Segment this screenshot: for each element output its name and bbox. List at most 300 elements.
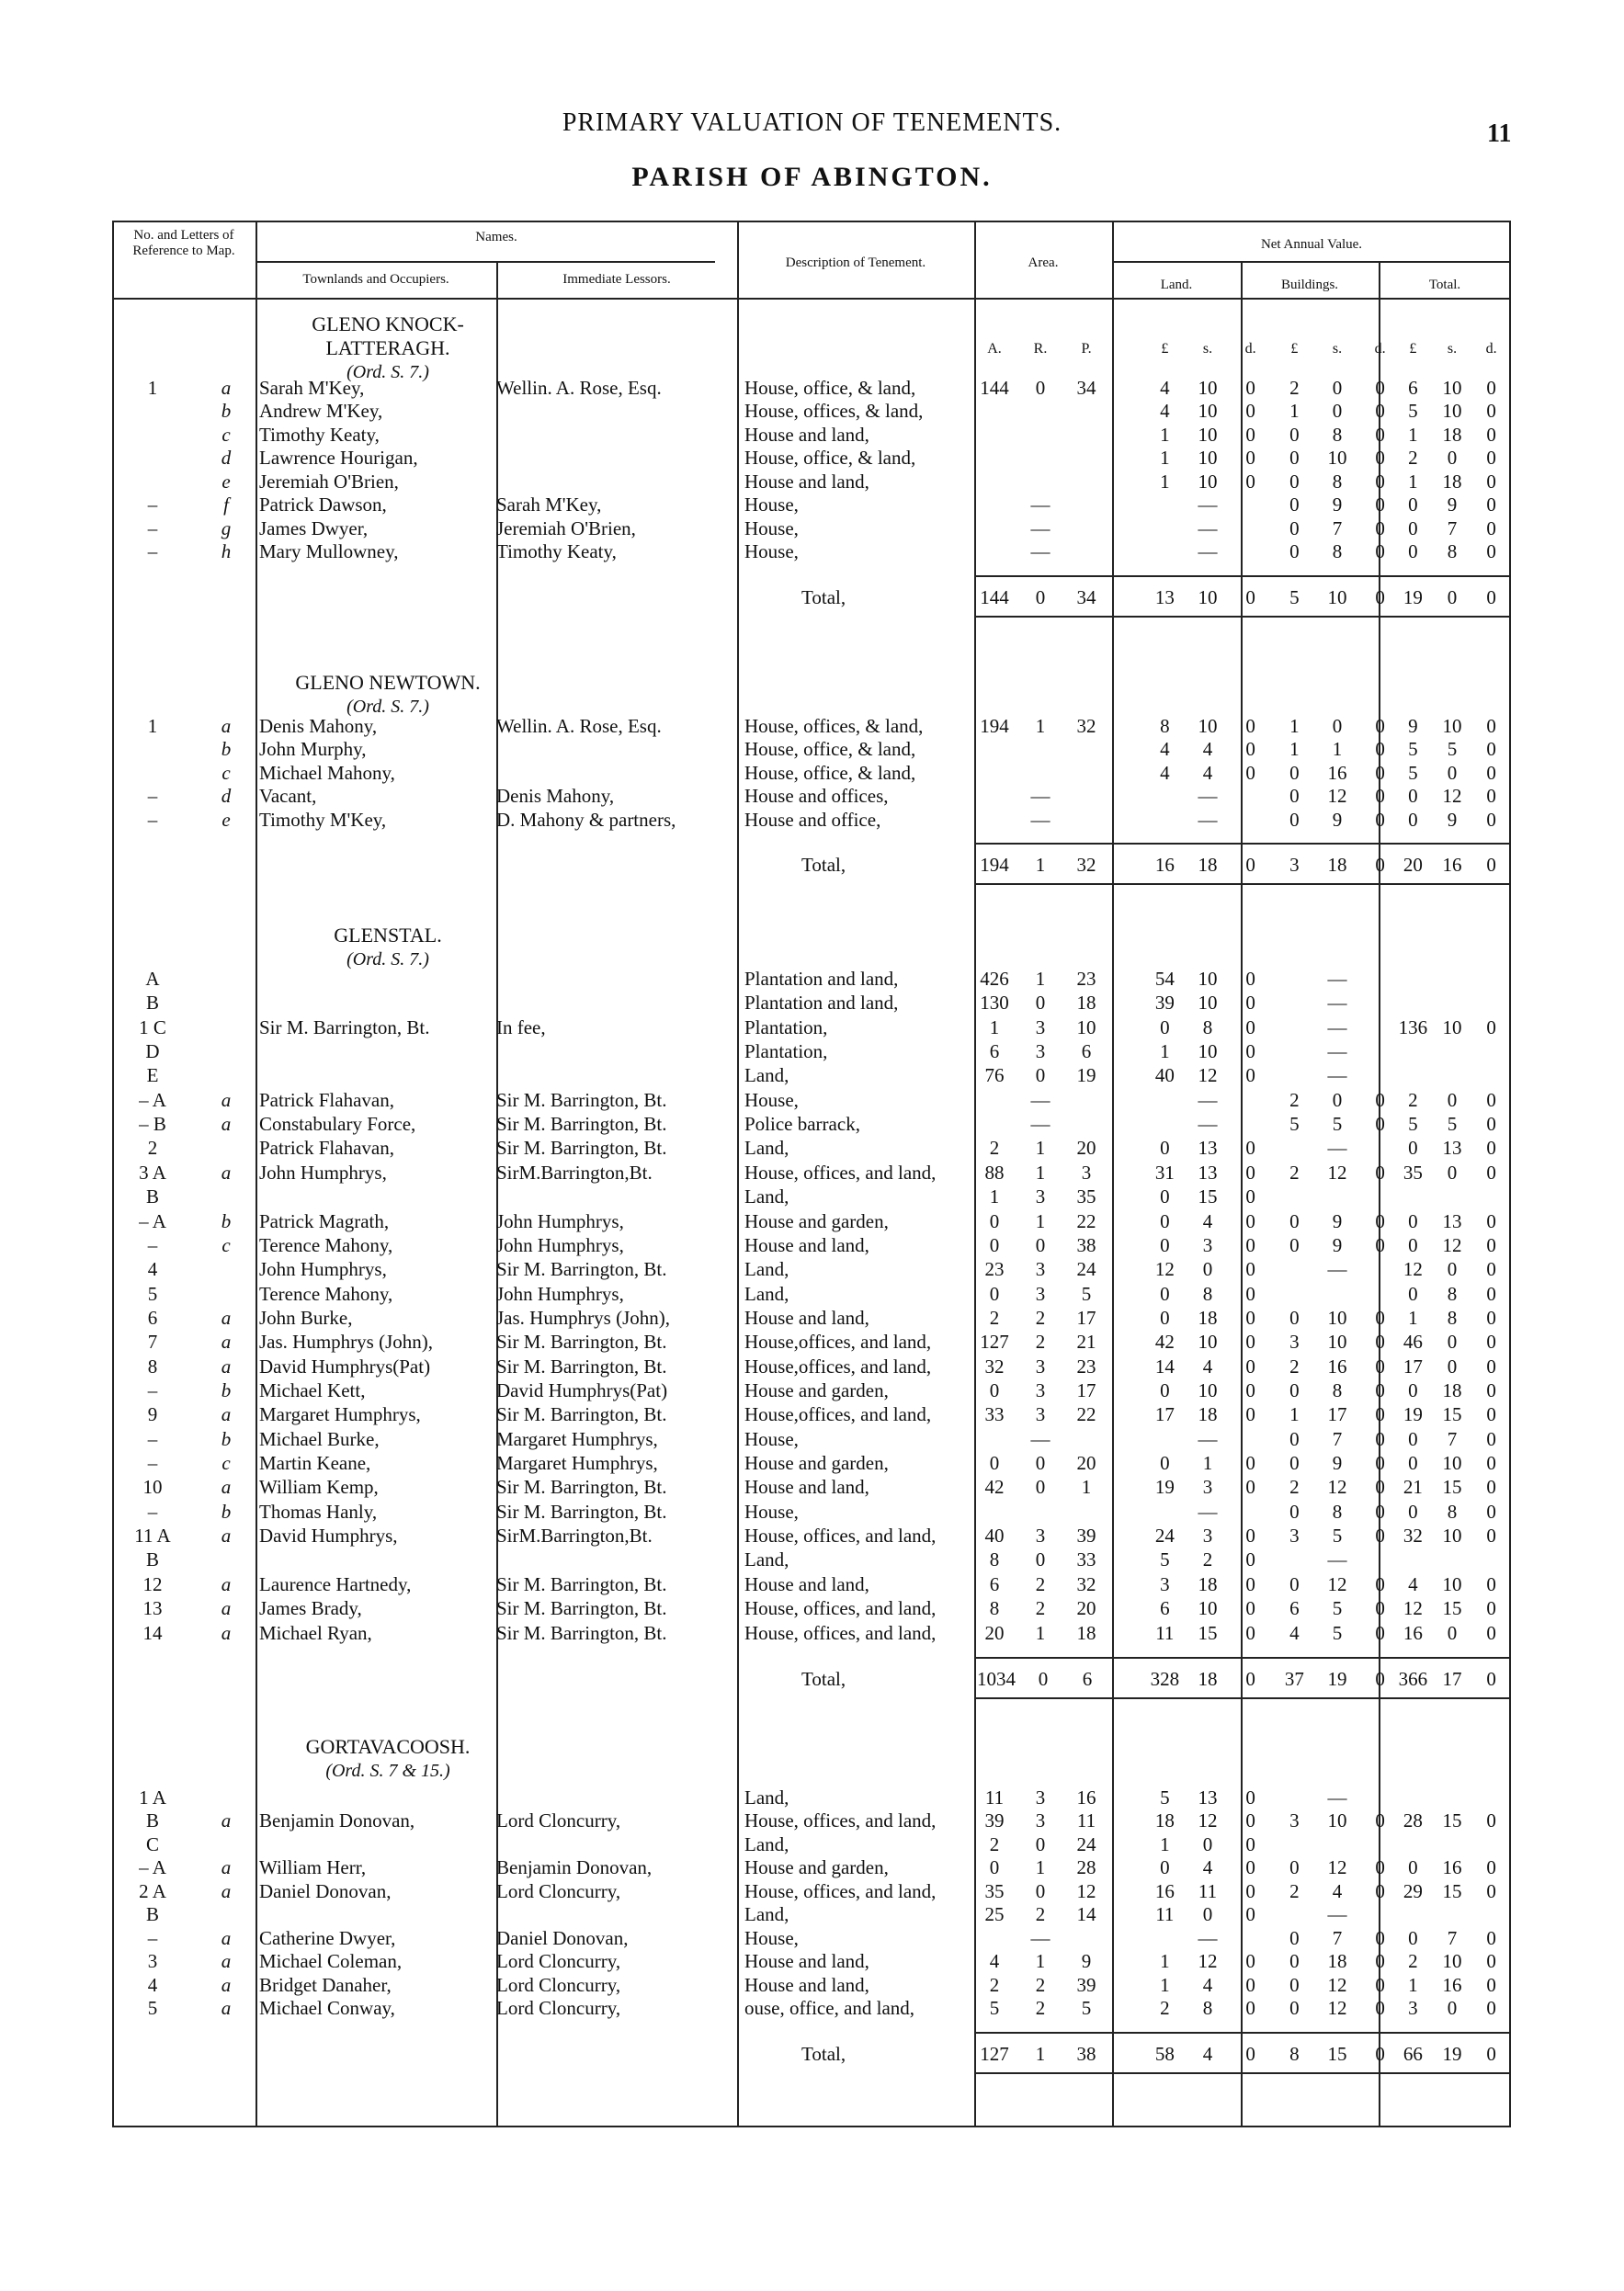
row-land-value-part: 4 xyxy=(1202,1355,1213,1378)
row-letter: a xyxy=(221,1306,232,1329)
row-lessor: Sir M. Barrington, Bt. xyxy=(496,1113,667,1136)
row-total-value-part: 4 xyxy=(1408,1572,1418,1595)
table-row xyxy=(112,785,1511,807)
header-ref: No. and Letters of Reference to Map. xyxy=(132,228,235,258)
row-total-value-part: 0 xyxy=(1486,1809,1496,1832)
row-buildings-value xyxy=(1273,1927,1402,1949)
row-buildings-value-part: 0 xyxy=(1375,808,1385,831)
row-occupier: Michael Kett, xyxy=(259,1378,366,1401)
row-ref: A xyxy=(145,968,160,990)
row-total-value xyxy=(1393,471,1511,493)
area-part: 0 xyxy=(1035,585,1046,608)
row-occupier: Patrick Flahavan, xyxy=(259,1137,394,1160)
table-row xyxy=(112,738,1511,760)
row-total-value xyxy=(1393,1379,1511,1401)
row-area xyxy=(971,1927,1109,1949)
row-area xyxy=(971,1210,1109,1232)
row-occupier: Michael Coleman, xyxy=(259,1950,403,1973)
row-ref: B xyxy=(145,1185,159,1208)
row-land-value-part: 0 xyxy=(1245,1282,1255,1305)
row-total-value-part: 0 xyxy=(1486,470,1496,493)
row-land-value xyxy=(1143,471,1272,493)
row-description: House, xyxy=(744,540,799,563)
row-buildings-value-part: 1 xyxy=(1289,738,1300,761)
unit-label: £ xyxy=(1161,341,1169,357)
row-total-value-part: 0 xyxy=(1486,1258,1496,1281)
area-value: — xyxy=(1030,808,1050,831)
table-row xyxy=(112,1476,1511,1498)
row-total-value xyxy=(1393,1234,1511,1256)
table-row xyxy=(112,1403,1511,1425)
row-buildings-value-part: 0 xyxy=(1289,1500,1300,1523)
row-land-value-part: 4 xyxy=(1202,1856,1213,1879)
row-total-value-part: 0 xyxy=(1408,1427,1418,1450)
area-value: — xyxy=(1030,1088,1050,1111)
table-row xyxy=(112,1548,1511,1571)
row-description: Plantation and land, xyxy=(744,992,899,1015)
row-area xyxy=(971,1476,1109,1498)
section-rule xyxy=(974,2072,1511,2074)
row-total-value xyxy=(1393,1307,1511,1329)
row-occupier: Michael Conway, xyxy=(259,1997,395,2020)
total-total-part: 0 xyxy=(1486,854,1496,877)
row-ref: D xyxy=(145,1040,160,1063)
table-row xyxy=(112,1809,1511,1832)
row-land-value-part: 31 xyxy=(1154,1161,1175,1184)
row-buildings-value-part: 0 xyxy=(1375,1331,1385,1354)
header-total: Total. xyxy=(1428,278,1461,292)
header-nav: Net Annual Value. xyxy=(1260,237,1363,252)
row-land-value xyxy=(1143,1597,1272,1619)
row-occupier: Benjamin Donovan, xyxy=(259,1809,415,1832)
row-description: House, offices, and land, xyxy=(744,1809,937,1832)
area-part: 3 xyxy=(1035,1809,1046,1832)
row-land-value-part: 0 xyxy=(1245,1378,1255,1401)
header-names: Names. xyxy=(475,230,517,244)
row-land-value-part: 0 xyxy=(1245,1209,1255,1232)
area-part: 3 xyxy=(1035,1040,1046,1063)
row-land-value-part: 8 xyxy=(1202,1282,1213,1305)
area-part: 32 xyxy=(1076,1572,1096,1595)
total-label: Total, xyxy=(801,1667,846,1690)
table-row xyxy=(112,1016,1511,1038)
row-land-value xyxy=(1143,1283,1272,1305)
row-buildings-value-part: 0 xyxy=(1289,1926,1300,1949)
total-area xyxy=(971,854,1109,876)
area-part: 0 xyxy=(989,1378,1000,1401)
row-description: House,offices, and land, xyxy=(744,1331,932,1354)
row-land-value-value: — xyxy=(1198,1088,1218,1111)
area-part: 144 xyxy=(980,585,1009,608)
row-buildings-value-part: 0 xyxy=(1375,540,1385,563)
row-land-value xyxy=(1143,1997,1272,2019)
row-buildings-value-part: 8 xyxy=(1332,540,1343,563)
row-total-value-part: 0 xyxy=(1486,400,1496,423)
row-land-value-part: 0 xyxy=(1160,1306,1170,1329)
row-total-value-part: 0 xyxy=(1408,516,1418,539)
row-buildings-value-part: 1 xyxy=(1289,715,1300,737)
row-total-value-part: 0 xyxy=(1486,1476,1496,1499)
row-land-value-part: 1 xyxy=(1160,1040,1170,1063)
area-part: 33 xyxy=(984,1403,1005,1426)
row-total-value xyxy=(1393,400,1511,422)
row-total-value-part: 0 xyxy=(1486,1427,1496,1450)
table-row xyxy=(112,400,1511,422)
row-buildings-value-part: 0 xyxy=(1375,715,1385,737)
row-land-value-part: 0 xyxy=(1245,1258,1255,1281)
row-total-value-part: 0 xyxy=(1486,1973,1496,1996)
row-total-value-part: 0 xyxy=(1447,1161,1458,1184)
row-total-value-part: 46 xyxy=(1403,1331,1423,1354)
row-occupier: Lawrence Hourigan, xyxy=(259,447,418,470)
row-letter: a xyxy=(221,1403,232,1426)
row-buildings-value-part: 0 xyxy=(1375,1233,1385,1256)
row-buildings-value-part: 2 xyxy=(1289,1161,1300,1184)
unit-label: A. xyxy=(987,341,1002,357)
row-total-value xyxy=(1393,1113,1511,1135)
row-description: Land, xyxy=(744,1064,789,1087)
row-total-value xyxy=(1393,1089,1511,1111)
total-total-part: 16 xyxy=(1442,854,1462,877)
area-part: 0 xyxy=(989,1856,1000,1879)
row-ref: C xyxy=(145,1832,159,1855)
row-buildings-value-value: — xyxy=(1327,1258,1347,1281)
units-row xyxy=(112,338,1511,360)
row-ref: E xyxy=(146,1064,159,1087)
table-row xyxy=(112,762,1511,784)
row-total-value xyxy=(1393,1927,1511,1949)
row-buildings-value-part: 1 xyxy=(1332,738,1343,761)
row-ref: 14 xyxy=(142,1621,163,1644)
total-land-part: 0 xyxy=(1245,585,1255,608)
total-total-part: 0 xyxy=(1447,585,1458,608)
area-part: 34 xyxy=(1076,377,1096,399)
unit-label: d. xyxy=(1485,341,1497,357)
row-land-value-value: — xyxy=(1198,1113,1218,1136)
total-row xyxy=(112,2043,1511,2065)
area-part: 39 xyxy=(984,1809,1005,1832)
table-row xyxy=(112,1501,1511,1523)
row-land-value-part: 2 xyxy=(1160,1997,1170,2020)
area-units xyxy=(971,338,1109,360)
row-land-value-value: — xyxy=(1198,1500,1218,1523)
row-buildings-value-part: 9 xyxy=(1332,493,1343,516)
table-row xyxy=(112,447,1511,469)
area-part: 1 xyxy=(1035,715,1046,737)
area-part: 5 xyxy=(1081,1282,1092,1305)
row-buildings-value-part: 12 xyxy=(1327,1856,1347,1879)
row-occupier: Jas. Humphrys (John), xyxy=(259,1331,433,1354)
area-part: 3 xyxy=(1035,1403,1046,1426)
row-area xyxy=(971,1833,1109,1855)
total-total-part: 19 xyxy=(1442,2042,1462,2065)
row-lessor: Jeremiah O'Brien, xyxy=(496,516,636,539)
row-occupier: Timothy Keaty, xyxy=(259,423,380,446)
row-ref: – xyxy=(147,1926,158,1949)
row-buildings-value-part: 5 xyxy=(1332,1525,1343,1548)
row-letter: f xyxy=(223,493,229,516)
row-description: House, offices, and land, xyxy=(744,1621,937,1644)
row-total-value-part: 0 xyxy=(1486,1088,1496,1111)
row-land-value-part: 0 xyxy=(1202,1903,1213,1926)
row-buildings-value xyxy=(1273,447,1402,469)
row-total-value xyxy=(1393,1997,1511,2019)
row-occupier: Timothy M'Key, xyxy=(259,808,387,831)
row-buildings-value xyxy=(1273,1162,1402,1184)
table-row xyxy=(112,1234,1511,1256)
row-buildings-value-part: 0 xyxy=(1375,1879,1385,1902)
row-description: House, offices, & land, xyxy=(744,400,924,423)
row-buildings-value xyxy=(1273,1331,1402,1353)
row-letter: b xyxy=(221,1378,232,1401)
row-buildings-value-part: 0 xyxy=(1289,808,1300,831)
row-ref: 12 xyxy=(142,1572,163,1595)
townland-heading xyxy=(250,671,526,719)
row-total-value-part: 3 xyxy=(1408,1997,1418,2020)
row-land-value-part: 4 xyxy=(1202,761,1213,784)
total-rule xyxy=(974,1657,1511,1659)
row-land-value-value: — xyxy=(1198,540,1218,563)
total-buildings xyxy=(1273,2043,1402,2065)
row-total-value-part: 1 xyxy=(1408,1306,1418,1329)
area-part: 3 xyxy=(1035,1185,1046,1208)
row-buildings-value-part: 0 xyxy=(1375,1525,1385,1548)
row-area xyxy=(971,517,1109,539)
row-land-value-value: — xyxy=(1198,1427,1218,1450)
row-area xyxy=(971,1903,1109,1925)
area-part: 20 xyxy=(984,1621,1005,1644)
area-part: 1 xyxy=(1035,2042,1046,2065)
total-total-part: 366 xyxy=(1398,1667,1428,1690)
row-occupier: William Herr, xyxy=(259,1856,367,1879)
row-total-value-part: 0 xyxy=(1486,516,1496,539)
row-buildings-value-part: 0 xyxy=(1375,1621,1385,1644)
row-land-value xyxy=(1143,1856,1272,1878)
area-part: 2 xyxy=(1035,1572,1046,1595)
row-buildings-value xyxy=(1273,1379,1402,1401)
table-row xyxy=(112,1331,1511,1353)
total-land xyxy=(1143,586,1272,608)
table-row xyxy=(112,1162,1511,1184)
row-ref: 1 xyxy=(147,377,158,399)
row-land-value-value: — xyxy=(1198,808,1218,831)
row-occupier: David Humphrys, xyxy=(259,1525,398,1548)
row-buildings-value xyxy=(1273,1573,1402,1595)
townland-ord-sheet: (Ord. S. 7.) xyxy=(346,949,429,970)
townland-heading xyxy=(250,1735,526,1783)
money-units-land xyxy=(1143,338,1272,360)
row-area xyxy=(971,1856,1109,1878)
row-land-value-part: 0 xyxy=(1245,1786,1255,1809)
row-total-value-part: 12 xyxy=(1442,1233,1462,1256)
area-part: 9 xyxy=(1081,1950,1092,1973)
row-buildings-value-part: 0 xyxy=(1332,377,1343,399)
row-description: Land, xyxy=(744,1137,789,1160)
row-ref: 4 xyxy=(147,1258,158,1281)
row-area xyxy=(971,1573,1109,1595)
row-ref: – xyxy=(147,1427,158,1450)
row-buildings-value xyxy=(1273,1597,1402,1619)
row-total-value-part: 0 xyxy=(1447,447,1458,470)
area-part: 0 xyxy=(1035,1832,1046,1855)
row-ref: B xyxy=(145,1548,159,1571)
row-land-value xyxy=(1143,1525,1272,1547)
row-land-value-part: 0 xyxy=(1245,470,1255,493)
row-land-value-part: 0 xyxy=(1245,1233,1255,1256)
area-part: 12 xyxy=(1076,1879,1096,1902)
total-land-part: 10 xyxy=(1198,585,1218,608)
row-description: House, office, & land, xyxy=(744,761,916,784)
row-buildings-value-part: 0 xyxy=(1375,1088,1385,1111)
row-area xyxy=(971,992,1109,1014)
row-buildings-value xyxy=(1273,738,1402,760)
row-letter: b xyxy=(221,1209,232,1232)
row-lessor: John Humphrys, xyxy=(496,1209,624,1232)
row-ref: – xyxy=(147,1378,158,1401)
row-ref: – A xyxy=(139,1856,166,1879)
row-lessor: Timothy Keaty, xyxy=(496,540,617,563)
row-description: Land, xyxy=(744,1786,789,1809)
area-part: 28 xyxy=(1076,1856,1096,1879)
table-row xyxy=(112,1950,1511,1972)
total-area xyxy=(971,1668,1109,1690)
area-part: 23 xyxy=(1076,1355,1096,1378)
row-buildings-value xyxy=(1273,1428,1402,1450)
row-ref: – xyxy=(147,540,158,563)
row-total-value-part: 0 xyxy=(1486,1950,1496,1973)
area-part: 33 xyxy=(1076,1548,1096,1571)
row-land-value-part: 0 xyxy=(1202,1832,1213,1855)
row-total-value xyxy=(1393,1162,1511,1184)
table-row xyxy=(112,1428,1511,1450)
row-description: Plantation and land, xyxy=(744,968,899,990)
row-land-value-part: 10 xyxy=(1198,377,1218,399)
row-land-value-part: 13 xyxy=(1198,1786,1218,1809)
row-total-value-part: 21 xyxy=(1403,1476,1423,1499)
unit-label: s. xyxy=(1202,341,1213,357)
table-row xyxy=(112,471,1511,493)
row-buildings-value-part: 0 xyxy=(1289,493,1300,516)
row-buildings-value-part: 16 xyxy=(1327,1355,1347,1378)
row-total-value-part: 0 xyxy=(1447,1088,1458,1111)
area-part: 19 xyxy=(1076,1064,1096,1087)
row-total-value-part: 16 xyxy=(1442,1973,1462,1996)
area-part: 34 xyxy=(1076,585,1096,608)
row-letter: a xyxy=(221,1950,232,1973)
row-land-value xyxy=(1143,1573,1272,1595)
row-total-value xyxy=(1393,1573,1511,1595)
row-area xyxy=(971,1548,1109,1571)
row-occupier: Patrick Flahavan, xyxy=(259,1088,394,1111)
row-buildings-value-part: 18 xyxy=(1327,1950,1347,1973)
row-total-value-part: 8 xyxy=(1447,1306,1458,1329)
row-area xyxy=(971,1162,1109,1184)
row-description: House and land, xyxy=(744,470,869,493)
row-land-value-part: 16 xyxy=(1154,1879,1175,1902)
row-buildings-value xyxy=(1273,1403,1402,1425)
townland-name: GORTAVACOOSH. xyxy=(305,1735,471,1758)
row-description: House, xyxy=(744,516,799,539)
table-row xyxy=(112,1903,1511,1925)
area-part: 3 xyxy=(1035,1378,1046,1401)
row-total-value-part: 5 xyxy=(1408,738,1418,761)
row-buildings-value xyxy=(1273,1974,1402,1996)
parish-title: PARISH OF ABINGTON. xyxy=(631,162,993,192)
row-lessor: John Humphrys, xyxy=(496,1282,624,1305)
row-buildings-value-part: 0 xyxy=(1289,785,1300,808)
townland-ord-sheet: (Ord. S. 7.) xyxy=(346,362,429,382)
row-buildings-value-part: 0 xyxy=(1289,1209,1300,1232)
section-rule xyxy=(974,883,1511,885)
table-row xyxy=(112,1833,1511,1855)
area-part: 194 xyxy=(980,715,1009,737)
row-ref: 10 xyxy=(142,1476,163,1499)
row-total-value-part: 0 xyxy=(1486,1500,1496,1523)
row-letter: b xyxy=(221,400,232,423)
row-letter: d xyxy=(221,785,232,808)
row-land-value-part: 0 xyxy=(1245,400,1255,423)
row-occupier: James Brady, xyxy=(259,1597,362,1620)
row-total-value-part: 1 xyxy=(1408,470,1418,493)
row-lessor: Sir M. Barrington, Bt. xyxy=(496,1597,667,1620)
total-buildings-part: 0 xyxy=(1375,2042,1385,2065)
row-buildings-value-part: 17 xyxy=(1327,1403,1347,1426)
row-buildings-value-part: 0 xyxy=(1375,470,1385,493)
money-units-tot xyxy=(1393,338,1511,360)
total-land-part: 0 xyxy=(1245,1667,1255,1690)
row-land-value-part: 5 xyxy=(1160,1786,1170,1809)
row-land-value-part: 1 xyxy=(1160,423,1170,446)
row-occupier: John Humphrys, xyxy=(259,1161,387,1184)
row-area xyxy=(971,1525,1109,1547)
area-part: 1 xyxy=(989,1185,1000,1208)
row-area xyxy=(971,1064,1109,1086)
row-buildings-value-part: 7 xyxy=(1332,1427,1343,1450)
row-occupier: John Murphy, xyxy=(259,738,367,761)
row-description: Land, xyxy=(744,1548,789,1571)
row-land-value-part: 11 xyxy=(1198,1879,1218,1902)
row-area xyxy=(971,1089,1109,1111)
total-land-part: 16 xyxy=(1154,854,1175,877)
row-occupier: Bridget Danaher, xyxy=(259,1973,392,1996)
row-total-value xyxy=(1393,1501,1511,1523)
row-total-value-part: 5 xyxy=(1447,1113,1458,1136)
row-area xyxy=(971,1040,1109,1062)
row-ref: – xyxy=(147,493,158,516)
row-lessor: SirM.Barrington,Bt. xyxy=(496,1525,653,1548)
row-letter: a xyxy=(221,1088,232,1111)
row-buildings-value-part: 16 xyxy=(1327,761,1347,784)
table-row xyxy=(112,1355,1511,1378)
row-area xyxy=(971,1137,1109,1159)
townland-ord-sheet: (Ord. S. 7 & 15.) xyxy=(325,1761,450,1781)
row-land-value-part: 1 xyxy=(1202,1452,1213,1475)
total-total-part: 20 xyxy=(1403,854,1423,877)
row-land-value xyxy=(1143,1548,1272,1571)
area-part: 3 xyxy=(1035,1282,1046,1305)
row-buildings-value-part: 2 xyxy=(1289,1476,1300,1499)
row-area xyxy=(971,1234,1109,1256)
row-land-value-part: 0 xyxy=(1202,1258,1213,1281)
row-total-value-part: 0 xyxy=(1447,761,1458,784)
row-land-value-part: 18 xyxy=(1198,1306,1218,1329)
table-row xyxy=(112,1137,1511,1159)
row-lessor: Wellin. A. Rose, Esq. xyxy=(496,715,662,737)
row-land-value xyxy=(1143,1258,1272,1280)
header-buildings: Buildings. xyxy=(1280,278,1339,292)
row-buildings-value-value: — xyxy=(1327,1548,1347,1571)
area-part: 2 xyxy=(989,1832,1000,1855)
